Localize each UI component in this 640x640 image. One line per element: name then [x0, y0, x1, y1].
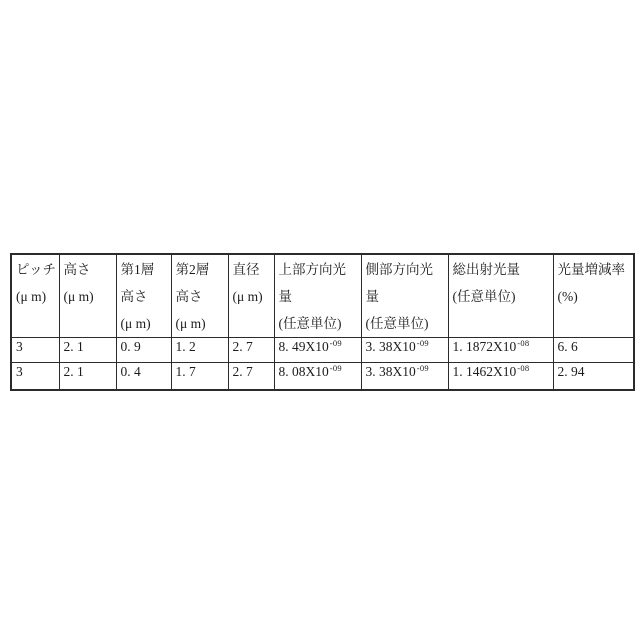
cell-layer1-height: 0. 9 — [116, 338, 171, 363]
cell-side-direction-light — [361, 338, 448, 363]
value-exponent: -08 — [517, 362, 530, 373]
cell-pitch: 3 — [11, 338, 59, 363]
cell-top-direction-light — [274, 363, 361, 390]
cell-height: 2. 1 — [59, 338, 116, 363]
cell-height: 2. 1 — [59, 363, 116, 390]
cell-top-direction-light — [274, 338, 361, 363]
cell-layer2-height: 1. 7 — [171, 363, 228, 390]
value-exponent: -09 — [329, 337, 342, 348]
value-exponent: -09 — [416, 362, 429, 373]
cell-diameter: 2. 7 — [228, 363, 274, 390]
table-row — [11, 338, 634, 363]
cell-total-emitted-light — [448, 338, 553, 363]
value-exponent: -08 — [517, 337, 530, 348]
header-row — [11, 254, 634, 338]
cell-layer1-height: 0. 4 — [116, 363, 171, 390]
cell-diameter: 2. 7 — [228, 338, 274, 363]
col-header-top-direction-light: 上部方向光量 (任意単位) — [274, 254, 361, 338]
optical-measurement-table — [10, 253, 635, 391]
value-mantissa: 8. 08X10 — [278, 364, 329, 379]
cell-pitch: 3 — [11, 363, 59, 390]
col-header-light-change-rate: 光量増減率 (%) — [553, 254, 634, 338]
col-header-diameter: 直径 (μ m) — [228, 254, 274, 338]
value-mantissa: 1. 1872X10 — [452, 339, 517, 354]
cell-light-change-rate: 6. 6 — [553, 338, 634, 363]
value-exponent: -09 — [416, 337, 429, 348]
cell-layer2-height: 1. 2 — [171, 338, 228, 363]
col-header-layer2-height: 第2層 高さ (μ m) — [171, 254, 228, 338]
value-mantissa: 8. 49X10 — [278, 339, 329, 354]
cell-total-emitted-light — [448, 363, 553, 390]
col-header-pitch: ピッチ (μ m) — [11, 254, 59, 338]
value-mantissa: 3. 38X10 — [365, 339, 416, 354]
table-row — [11, 363, 634, 390]
col-header-height: 高さ (μ m) — [59, 254, 116, 338]
col-header-side-direction-light: 側部方向光量 (任意単位) — [361, 254, 448, 338]
cell-side-direction-light — [361, 363, 448, 390]
cell-light-change-rate: 2. 94 — [553, 363, 634, 390]
value-exponent: -09 — [329, 362, 342, 373]
value-mantissa: 1. 1462X10 — [452, 364, 517, 379]
col-header-layer1-height: 第1層 高さ (μ m) — [116, 254, 171, 338]
value-mantissa: 3. 38X10 — [365, 364, 416, 379]
col-header-total-emitted-light: 総出射光量 (任意単位) — [448, 254, 553, 338]
